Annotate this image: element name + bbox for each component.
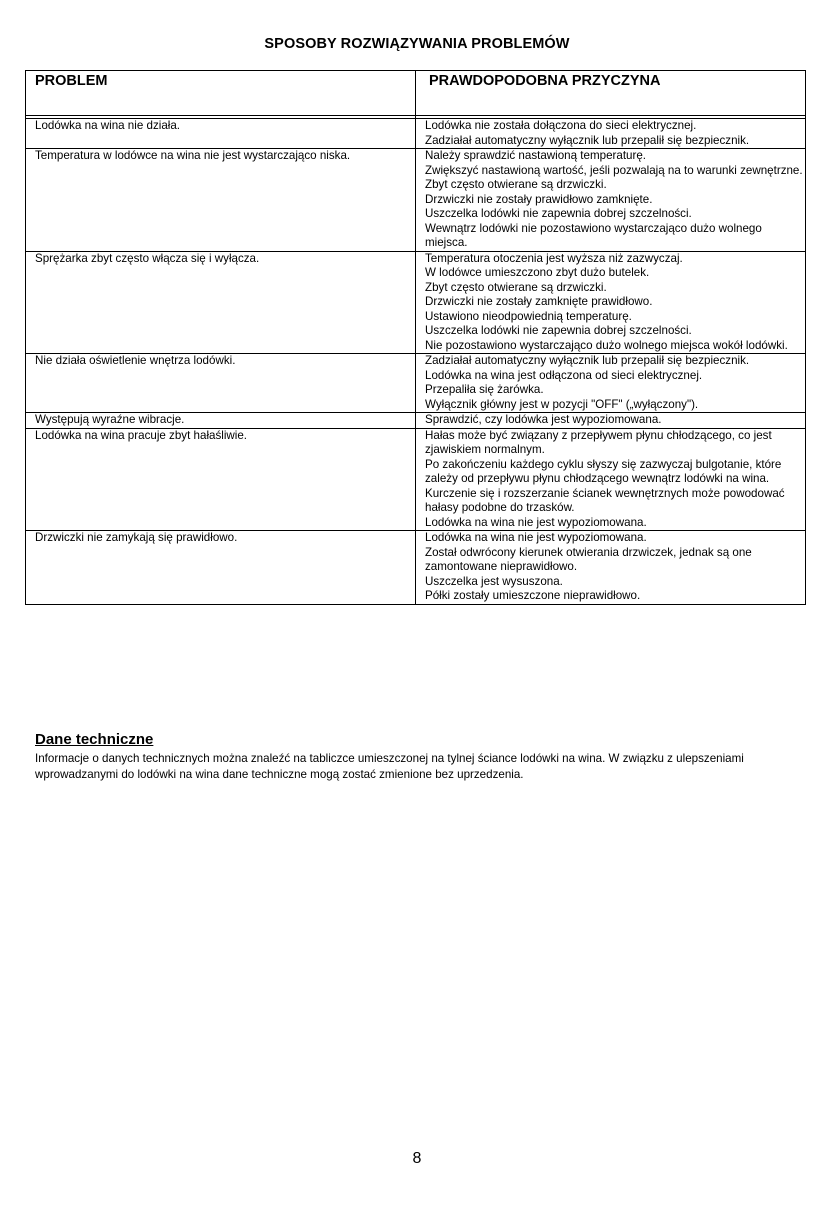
cause-item: Lodówka na wina nie jest wypoziomowana.: [425, 515, 647, 529]
cause-cell: [416, 251, 806, 354]
problem-cell: Nie działa oświetlenie wnętrza lodówki.: [26, 354, 416, 413]
table-row: [26, 354, 806, 413]
tech-data-text: Informacje o danych technicznych można znaleźć na tabliczce umieszczonej na tylnej ściance lodówki na wina. W związku z ulepszeniami wprowadzanymi do lodówki na wina dane techniczne mogą zostać zmienione bez uprzedzenia.: [35, 752, 744, 781]
cause-item: Lodówka na wina nie jest wypoziomowana.: [425, 531, 647, 544]
table-row: [26, 251, 806, 354]
cause-item: Przepaliła się żarówka.: [425, 383, 544, 396]
cause-item: Drzwiczki nie zostały prawidłowo zamknięte.: [425, 192, 653, 206]
cause-item: Po zakończeniu każdego cyklu słyszy się zazwyczaj bulgotanie, które zależy od przepływu płynu chłodzącego wewnątrz lodówki na wina.: [425, 457, 782, 485]
cause-cell: [416, 149, 806, 252]
cause-cell: [416, 428, 806, 531]
problem-cell: Temperatura w lodówce na wina nie jest wystarczająco niska.: [26, 149, 416, 252]
cause-cell: [416, 354, 806, 413]
header-problem: PROBLEM: [26, 71, 416, 116]
table-row: [26, 428, 806, 531]
cause-item: Wyłącznik główny jest w pozycji "OFF" („wyłączony").: [425, 397, 699, 411]
problem-cell: Lodówka na wina nie działa.: [26, 119, 416, 149]
cause-cell: [416, 413, 806, 429]
cause-item: Drzwiczki nie zostały zamknięte prawidłowo.: [425, 295, 653, 308]
cause-item: Nie pozostawiono wystarczająco dużo wolnego miejsca wokół lodówki.: [425, 338, 788, 352]
troubleshooting-table: [25, 70, 806, 605]
cause-cell: [416, 531, 806, 605]
cause-item: Temperatura otoczenia jest wyższa niż zazwyczaj.: [425, 251, 683, 265]
problem-cell: Sprężarka zbyt często włącza się i wyłącza.: [26, 251, 416, 354]
cause-item: Uszczelka lodówki nie zapewnia dobrej szczelności.: [425, 207, 692, 220]
header-cause: PRAWDOPODOBNA PRZYCZYNA: [416, 71, 806, 116]
cause-item: Uszczelka lodówki nie zapewnia dobrej szczelności.: [425, 324, 692, 337]
cause-item: Lodówka nie została dołączona do sieci elektrycznej.: [425, 119, 697, 132]
cause-item: W lodówce umieszczono zbyt dużo butelek.: [425, 266, 650, 279]
problem-cell: Drzwiczki nie zamykają się prawidłowo.: [26, 531, 416, 605]
table-row: [26, 119, 806, 149]
cause-item: Został odwrócony kierunek otwierania drzwiczek, jednak są one zamontowane nieprawidłowo.: [425, 545, 752, 573]
table-row: [26, 413, 806, 429]
table-row: [26, 531, 806, 605]
tech-data-title: Dane techniczne: [35, 731, 154, 748]
problem-cell: Występują wyraźne wibracje.: [26, 413, 416, 429]
cause-item: Ustawiono nieodpowiednią temperaturę.: [425, 309, 632, 323]
cause-item: Lodówka na wina jest odłączona od sieci elektrycznej.: [425, 368, 703, 382]
cause-item: Wewnątrz lodówki nie pozostawiono wystarczająco dużo wolnego miejsca.: [425, 221, 762, 249]
problem-cell: Lodówka na wina pracuje zbyt hałaśliwie.: [26, 428, 416, 531]
cause-item: Półki zostały umieszczone nieprawidłowo.: [425, 589, 641, 602]
cause-item: Hałas może być związany z przepływem płynu chłodzącego, co jest zjawiskiem normalnym.: [425, 428, 772, 456]
table-header-row: [26, 71, 806, 116]
cause-item: Sprawdzić, czy lodówka jest wypoziomowana.: [425, 413, 662, 426]
cause-item: Kurczenie się i rozszerzanie ścianek wewnętrznych może powodować hałasy podobne do trzasków.: [425, 486, 785, 514]
table-row: [26, 149, 806, 252]
page-number: 8: [412, 1150, 422, 1167]
page-title: SPOSOBY ROZWIĄZYWANIA PROBLEMÓW: [264, 36, 570, 52]
cause-item: Zadziałał automatyczny wyłącznik lub przepalił się bezpiecznik.: [425, 354, 750, 367]
cause-cell: [416, 119, 806, 149]
cause-item: Zbyt często otwierane są drzwiczki.: [425, 280, 607, 294]
cause-item: Uszczelka jest wysuszona.: [425, 574, 563, 588]
cause-item: Zwiększyć nastawioną wartość, jeśli pozwalają na to warunki zewnętrzne.: [425, 163, 803, 177]
cause-item: Zbyt często otwierane są drzwiczki.: [425, 178, 607, 191]
cause-item: Należy sprawdzić nastawioną temperaturę.: [425, 149, 647, 162]
cause-item: Zadziałał automatyczny wyłącznik lub przepalił się bezpiecznik.: [425, 133, 750, 147]
